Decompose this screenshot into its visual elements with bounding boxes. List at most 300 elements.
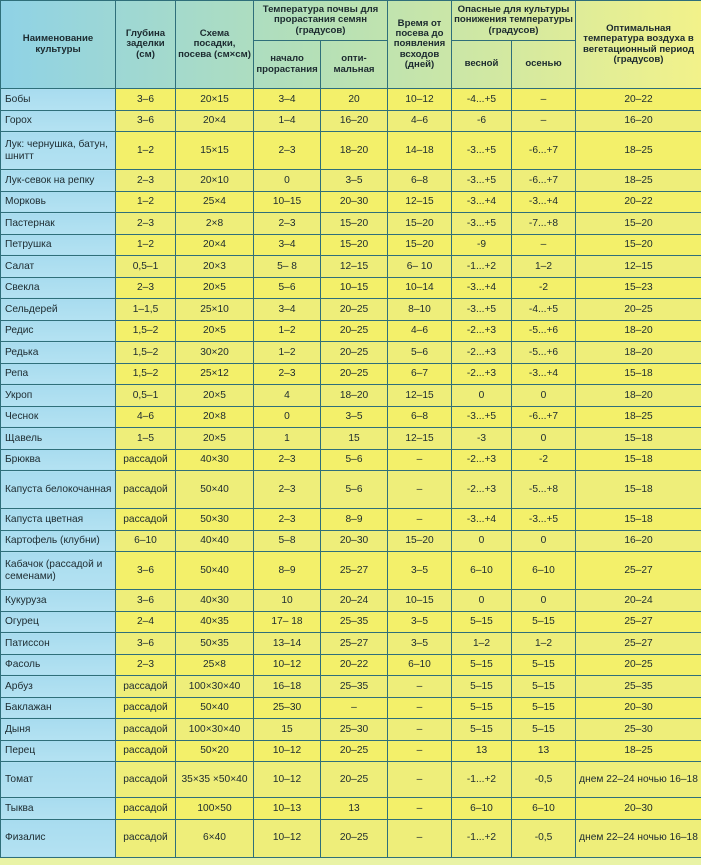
cell-spring: 5–15 (452, 676, 512, 698)
cell-air: 25–27 (576, 552, 701, 590)
cell-days: 3–5 (388, 552, 452, 590)
cell-spring: 5–15 (452, 697, 512, 719)
table-body (1, 89, 701, 858)
cell-start: 10–12 (254, 762, 321, 798)
cell-start: 5–6 (254, 277, 321, 299)
cell-scheme: 40×30 (176, 590, 254, 612)
header-soil-opt: опти-мальная (321, 41, 388, 89)
cell-depth: 2–4 (116, 611, 176, 633)
cell-name: Редис (1, 320, 116, 342)
table-row (1, 762, 701, 798)
cell-depth: 2–3 (116, 213, 176, 235)
cell-opt: 20 (321, 89, 388, 111)
cell-air: 15–18 (576, 428, 701, 450)
cell-opt: – (321, 697, 388, 719)
cell-start: 2–3 (254, 509, 321, 531)
cell-scheme: 25×8 (176, 654, 254, 676)
cell-start: 13–14 (254, 633, 321, 655)
cell-air: днем 22–24 ночью 16–18 (576, 762, 701, 798)
cell-days: 4–6 (388, 320, 452, 342)
cell-autumn: -0,5 (512, 762, 576, 798)
cell-opt: 15 (321, 428, 388, 450)
cell-name: Свекла (1, 277, 116, 299)
cell-name: Укроп (1, 385, 116, 407)
cell-air: 18–25 (576, 170, 701, 192)
cell-autumn: -3...+4 (512, 363, 576, 385)
cell-depth: 1–1,5 (116, 299, 176, 321)
cell-name: Брюква (1, 449, 116, 471)
cell-opt: 15–20 (321, 234, 388, 256)
cell-scheme: 20×15 (176, 89, 254, 111)
cell-days: – (388, 798, 452, 820)
cell-scheme: 25×10 (176, 299, 254, 321)
table-row (1, 191, 701, 213)
cell-days: – (388, 762, 452, 798)
cell-air: 20–22 (576, 89, 701, 111)
table-row (1, 256, 701, 278)
cell-autumn: 6–10 (512, 798, 576, 820)
cell-scheme: 2×8 (176, 213, 254, 235)
cell-days: 15–20 (388, 530, 452, 552)
cell-days: – (388, 719, 452, 741)
cell-start: 3–4 (254, 234, 321, 256)
cell-scheme: 15×15 (176, 132, 254, 170)
cell-opt: 20–25 (321, 320, 388, 342)
table-row (1, 590, 701, 612)
cell-autumn: -2 (512, 277, 576, 299)
cell-air: 15–18 (576, 509, 701, 531)
cell-depth: 3–6 (116, 89, 176, 111)
cell-name: Кабачок (рассадой и семенами) (1, 552, 116, 590)
cell-opt: 25–35 (321, 611, 388, 633)
cell-autumn: -6...+7 (512, 132, 576, 170)
cell-autumn: 5–15 (512, 611, 576, 633)
cell-depth: рассадой (116, 819, 176, 857)
cell-opt: 20–25 (321, 299, 388, 321)
cell-name: Морковь (1, 191, 116, 213)
cell-autumn: – (512, 89, 576, 111)
table-row (1, 213, 701, 235)
cell-opt: 5–6 (321, 471, 388, 509)
cell-air: 18–20 (576, 342, 701, 364)
cell-autumn: 0 (512, 385, 576, 407)
cell-autumn: -7...+8 (512, 213, 576, 235)
cell-scheme: 25×4 (176, 191, 254, 213)
cell-spring: 1–2 (452, 633, 512, 655)
cell-spring: -2...+3 (452, 342, 512, 364)
cell-start: 10–13 (254, 798, 321, 820)
table-row (1, 697, 701, 719)
cell-days: – (388, 740, 452, 762)
cell-scheme: 6×40 (176, 819, 254, 857)
cell-days: 6–8 (388, 170, 452, 192)
cell-days: 6–10 (388, 654, 452, 676)
cell-spring: 5–15 (452, 654, 512, 676)
cell-depth: рассадой (116, 471, 176, 509)
cell-spring: -3...+4 (452, 277, 512, 299)
cell-name: Лук: чернушка, батун, шнитт (1, 132, 116, 170)
cell-air: 18–25 (576, 740, 701, 762)
cell-air: 25–30 (576, 719, 701, 741)
cell-days: 10–12 (388, 89, 452, 111)
cell-days: – (388, 697, 452, 719)
cell-name: Горох (1, 110, 116, 132)
cell-autumn: 5–15 (512, 697, 576, 719)
cell-spring: 5–15 (452, 611, 512, 633)
cell-start: 5–8 (254, 530, 321, 552)
table-row (1, 299, 701, 321)
cell-start: 2–3 (254, 132, 321, 170)
cell-autumn: -6...+7 (512, 406, 576, 428)
table-row (1, 611, 701, 633)
header-name: Наименование культуры (1, 1, 116, 89)
table-row (1, 385, 701, 407)
cell-depth: 1,5–2 (116, 320, 176, 342)
cell-autumn: 5–15 (512, 719, 576, 741)
cell-air: 15–18 (576, 471, 701, 509)
table-row (1, 363, 701, 385)
cell-autumn: -2 (512, 449, 576, 471)
cell-air: днем 22–24 ночью 16–18 (576, 819, 701, 857)
header-danger: Опасные для культуры понижения температуры (градусов) (452, 1, 576, 41)
table-row (1, 320, 701, 342)
cell-depth: рассадой (116, 449, 176, 471)
table-row (1, 819, 701, 857)
cell-depth: 2–3 (116, 277, 176, 299)
cell-days: 12–15 (388, 428, 452, 450)
cell-start: 8–9 (254, 552, 321, 590)
cell-spring: 6–10 (452, 552, 512, 590)
cell-name: Огурец (1, 611, 116, 633)
cell-spring: -3...+4 (452, 191, 512, 213)
cell-air: 20–22 (576, 191, 701, 213)
cell-name: Фасоль (1, 654, 116, 676)
cell-scheme: 20×5 (176, 385, 254, 407)
table-row (1, 428, 701, 450)
cell-air: 20–24 (576, 590, 701, 612)
cell-depth: 4–6 (116, 406, 176, 428)
cell-spring: 5–15 (452, 719, 512, 741)
cell-name: Томат (1, 762, 116, 798)
cell-start: 2–3 (254, 471, 321, 509)
cell-opt: 18–20 (321, 385, 388, 407)
header-soil-temp: Температура почвы для прорастания семян (градусов) (254, 1, 388, 41)
cell-name: Сельдерей (1, 299, 116, 321)
cell-depth: 3–6 (116, 110, 176, 132)
cell-autumn: 0 (512, 590, 576, 612)
cell-name: Дыня (1, 719, 116, 741)
cell-spring: -2...+3 (452, 363, 512, 385)
cell-spring: -1...+2 (452, 762, 512, 798)
cell-autumn: -5...+6 (512, 342, 576, 364)
cell-scheme: 100×30×40 (176, 719, 254, 741)
cell-opt: 20–22 (321, 654, 388, 676)
cell-opt: 20–30 (321, 191, 388, 213)
cell-start: 16–18 (254, 676, 321, 698)
cell-opt: 20–25 (321, 342, 388, 364)
cell-depth: рассадой (116, 719, 176, 741)
cell-opt: 25–27 (321, 633, 388, 655)
cell-name: Лук-севок на репку (1, 170, 116, 192)
cell-opt: 25–30 (321, 719, 388, 741)
cell-days: 6–7 (388, 363, 452, 385)
cell-depth: 0,5–1 (116, 256, 176, 278)
cell-depth: 3–6 (116, 633, 176, 655)
cell-air: 15–20 (576, 234, 701, 256)
cell-opt: 12–15 (321, 256, 388, 278)
cell-air: 25–27 (576, 611, 701, 633)
cell-scheme: 50×40 (176, 552, 254, 590)
cell-spring: -6 (452, 110, 512, 132)
cell-opt: 18–20 (321, 132, 388, 170)
cell-start: 17– 18 (254, 611, 321, 633)
cell-name: Кукуруза (1, 590, 116, 612)
cell-scheme: 50×30 (176, 509, 254, 531)
cell-air: 12–15 (576, 256, 701, 278)
cell-days: – (388, 676, 452, 698)
cell-opt: 25–35 (321, 676, 388, 698)
cell-autumn: 1–2 (512, 633, 576, 655)
cell-days: 8–10 (388, 299, 452, 321)
cell-depth: 1–2 (116, 191, 176, 213)
cell-opt: 10–15 (321, 277, 388, 299)
cell-depth: рассадой (116, 697, 176, 719)
cell-depth: рассадой (116, 740, 176, 762)
header-spring: весной (452, 41, 512, 89)
header-soil-start: начало прорастания (254, 41, 321, 89)
table-row (1, 89, 701, 111)
cell-depth: рассадой (116, 509, 176, 531)
cell-name: Чеснок (1, 406, 116, 428)
cell-scheme: 40×30 (176, 449, 254, 471)
table-row (1, 406, 701, 428)
cell-name: Капуста цветная (1, 509, 116, 531)
cell-autumn: -6...+7 (512, 170, 576, 192)
cell-opt: 20–25 (321, 740, 388, 762)
cell-days: 12–15 (388, 385, 452, 407)
cell-spring: 6–10 (452, 798, 512, 820)
cell-opt: 20–25 (321, 363, 388, 385)
cell-depth: 1–2 (116, 234, 176, 256)
cell-air: 25–35 (576, 676, 701, 698)
cell-scheme: 20×5 (176, 277, 254, 299)
cell-spring: -3 (452, 428, 512, 450)
cell-scheme: 20×5 (176, 428, 254, 450)
table-row (1, 449, 701, 471)
cell-days: 12–15 (388, 191, 452, 213)
cell-scheme: 100×50 (176, 798, 254, 820)
table-row (1, 530, 701, 552)
cell-autumn: -5...+6 (512, 320, 576, 342)
cell-name: Щавель (1, 428, 116, 450)
cell-opt: 20–25 (321, 762, 388, 798)
cell-spring: -3...+4 (452, 509, 512, 531)
cell-start: 1–2 (254, 342, 321, 364)
header-air: Оптимальная температура воздуха в вегетационный период (градусов) (576, 1, 701, 89)
cell-spring: -4...+5 (452, 89, 512, 111)
cell-start: 2–3 (254, 363, 321, 385)
cell-scheme: 100×30×40 (176, 676, 254, 698)
table-row (1, 798, 701, 820)
cell-autumn: -3...+5 (512, 509, 576, 531)
cell-depth: рассадой (116, 798, 176, 820)
cell-days: – (388, 509, 452, 531)
cell-start: 4 (254, 385, 321, 407)
cell-opt: 15–20 (321, 213, 388, 235)
table-row (1, 676, 701, 698)
cell-name: Бобы (1, 89, 116, 111)
cell-air: 15–18 (576, 363, 701, 385)
cell-name: Пастернак (1, 213, 116, 235)
cell-air: 15–23 (576, 277, 701, 299)
cell-depth: 2–3 (116, 170, 176, 192)
table-row (1, 132, 701, 170)
cell-opt: 20–24 (321, 590, 388, 612)
cell-start: 2–3 (254, 213, 321, 235)
cell-days: 3–5 (388, 633, 452, 655)
cell-name: Патиссон (1, 633, 116, 655)
table-row (1, 170, 701, 192)
table-row (1, 654, 701, 676)
cell-start: 15 (254, 719, 321, 741)
cell-autumn: – (512, 234, 576, 256)
cell-start: 25–30 (254, 697, 321, 719)
table-row (1, 342, 701, 364)
cell-opt: 16–20 (321, 110, 388, 132)
cell-start: 2–3 (254, 449, 321, 471)
cell-spring: -2...+3 (452, 471, 512, 509)
cell-air: 18–25 (576, 132, 701, 170)
cell-depth: 3–6 (116, 590, 176, 612)
cell-name: Салат (1, 256, 116, 278)
cell-opt: 25–27 (321, 552, 388, 590)
cell-days: – (388, 819, 452, 857)
cell-start: 0 (254, 170, 321, 192)
cell-start: 0 (254, 406, 321, 428)
cell-start: 10–12 (254, 740, 321, 762)
cell-autumn: 1–2 (512, 256, 576, 278)
cell-spring: -3...+5 (452, 299, 512, 321)
cell-scheme: 35×35 ×50×40 (176, 762, 254, 798)
cell-scheme: 20×10 (176, 170, 254, 192)
cell-days: 14–18 (388, 132, 452, 170)
cell-depth: 3–6 (116, 552, 176, 590)
cell-spring: -2...+3 (452, 449, 512, 471)
table-row (1, 509, 701, 531)
cell-depth: 1,5–2 (116, 342, 176, 364)
cell-spring: -3...+5 (452, 132, 512, 170)
cell-autumn: -0,5 (512, 819, 576, 857)
cell-days: – (388, 449, 452, 471)
cell-depth: 1,5–2 (116, 363, 176, 385)
header-days: Время от посева до появления всходов (дней) (388, 1, 452, 89)
cell-opt: 3–5 (321, 406, 388, 428)
table-row (1, 740, 701, 762)
cell-air: 16–20 (576, 110, 701, 132)
cell-name: Картофель (клубни) (1, 530, 116, 552)
cell-name: Репа (1, 363, 116, 385)
cell-days: 6– 10 (388, 256, 452, 278)
cell-air: 20–30 (576, 697, 701, 719)
cell-opt: 8–9 (321, 509, 388, 531)
cell-autumn: 0 (512, 428, 576, 450)
table-row (1, 552, 701, 590)
table-row (1, 110, 701, 132)
cell-scheme: 20×5 (176, 320, 254, 342)
cell-scheme: 50×40 (176, 471, 254, 509)
cell-name: Тыква (1, 798, 116, 820)
cell-opt: 20–25 (321, 819, 388, 857)
cell-air: 25–27 (576, 633, 701, 655)
cell-depth: рассадой (116, 676, 176, 698)
cell-spring: -1...+2 (452, 256, 512, 278)
cell-air: 20–30 (576, 798, 701, 820)
cell-start: 1–4 (254, 110, 321, 132)
cell-name: Редька (1, 342, 116, 364)
cell-days: 6–8 (388, 406, 452, 428)
cell-air: 20–25 (576, 654, 701, 676)
cell-air: 15–18 (576, 449, 701, 471)
cell-depth: 1–5 (116, 428, 176, 450)
cell-spring: -3...+5 (452, 213, 512, 235)
cell-scheme: 50×20 (176, 740, 254, 762)
cell-air: 18–25 (576, 406, 701, 428)
cell-spring: 13 (452, 740, 512, 762)
cell-autumn: 5–15 (512, 654, 576, 676)
cell-scheme: 20×8 (176, 406, 254, 428)
cell-autumn: 13 (512, 740, 576, 762)
cell-scheme: 25×12 (176, 363, 254, 385)
cell-name: Баклажан (1, 697, 116, 719)
cell-autumn: 0 (512, 530, 576, 552)
cell-days: 15–20 (388, 213, 452, 235)
cell-start: 1–2 (254, 320, 321, 342)
cell-spring: -3...+5 (452, 406, 512, 428)
cell-scheme: 20×4 (176, 110, 254, 132)
cell-spring: 0 (452, 530, 512, 552)
cell-depth: 0,5–1 (116, 385, 176, 407)
cell-scheme: 50×35 (176, 633, 254, 655)
cell-name: Капуста белокочанная (1, 471, 116, 509)
header-scheme: Схема посадки, посева (см×см) (176, 1, 254, 89)
cell-days: 10–15 (388, 590, 452, 612)
cell-name: Арбуз (1, 676, 116, 698)
cell-autumn: 5–15 (512, 676, 576, 698)
cell-air: 18–20 (576, 385, 701, 407)
cell-autumn: -5...+8 (512, 471, 576, 509)
cell-spring: 0 (452, 385, 512, 407)
cell-air: 20–25 (576, 299, 701, 321)
cell-autumn: -3...+4 (512, 191, 576, 213)
cell-scheme: 20×3 (176, 256, 254, 278)
cell-depth: 1–2 (116, 132, 176, 170)
cell-name: Петрушка (1, 234, 116, 256)
header-autumn: осенью (512, 41, 576, 89)
cell-scheme: 20×4 (176, 234, 254, 256)
cell-spring: -2...+3 (452, 320, 512, 342)
cell-start: 10–12 (254, 819, 321, 857)
cell-autumn: 6–10 (512, 552, 576, 590)
cell-air: 18–20 (576, 320, 701, 342)
cell-autumn: -4...+5 (512, 299, 576, 321)
table-row (1, 633, 701, 655)
cell-spring: -3...+5 (452, 170, 512, 192)
cell-scheme: 50×40 (176, 697, 254, 719)
cell-opt: 3–5 (321, 170, 388, 192)
cell-depth: 6–10 (116, 530, 176, 552)
cell-days: 4–6 (388, 110, 452, 132)
cell-spring: 0 (452, 590, 512, 612)
